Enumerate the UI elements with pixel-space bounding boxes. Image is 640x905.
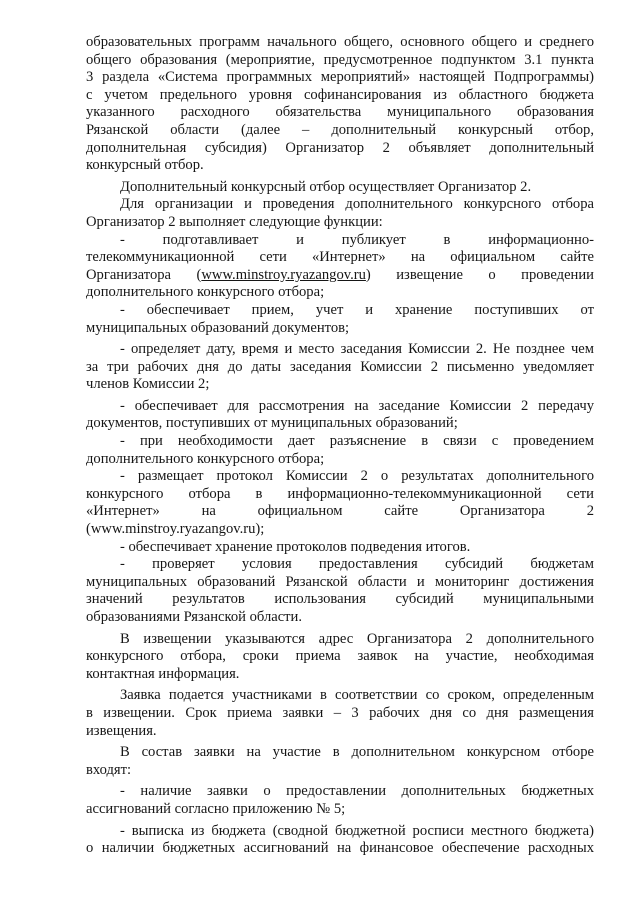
bullet-meeting-date — [86, 341, 594, 394]
text-line: Заявка подается участниками в соответствии со сроком, определенным — [120, 687, 594, 704]
text-line: муниципальных образований Рязанской области и мониторинг достижения — [86, 573, 594, 590]
text-line: дополнительного конкурсного отбора; — [86, 450, 325, 467]
text-line: в извещении. Срок приема заявки – 3 рабочих дня со дня размещения — [86, 704, 594, 721]
text-line: - обеспечивает для рассмотрения на заседание Комиссии 2 передачу — [120, 397, 594, 414]
text-line: указанного расходного обязательства муниципального образования — [86, 104, 594, 121]
text-line: 3 раздела «Система программных мероприятий» настоящей Подпрограммы) — [86, 69, 594, 86]
text-line: «Интернет» на официальном сайте Организатора 2 — [86, 503, 594, 520]
text-line: о наличии бюджетных ассигнований на финансовое обеспечение расходных — [86, 840, 594, 857]
text-line: В состав заявки на участие в дополнительном конкурсном отборе — [120, 744, 594, 761]
bullet-publish-protocol — [86, 468, 594, 538]
text-line-with-link — [86, 267, 594, 285]
paragraph-application-deadline — [86, 687, 594, 740]
text-line: ассигнований согласно приложению № 5; — [86, 800, 346, 817]
text-line: конкурсного отбора, сроки приема заявок на участие, необходимая — [86, 648, 594, 665]
text-line: телекоммуникационной сети «Интернет» на официальном сайте — [86, 249, 594, 266]
text-line: Для организации и проведения дополнительного конкурсного отбора — [120, 196, 594, 213]
text-line: - проверяет условия предоставления субсидий бюджетам — [120, 556, 594, 573]
text-line: контактная информация. — [86, 665, 240, 682]
text-line: - наличие заявки о предоставлении дополнительных бюджетных — [120, 783, 594, 800]
text-line: Организатор 2 выполняет следующие функции: — [86, 213, 383, 230]
text-line: (www.minstroy.ryazangov.ru); — [86, 521, 265, 538]
paragraph-notice-contents — [86, 631, 594, 684]
text-line: образованиями Рязанской области. — [86, 609, 303, 625]
text-line: Рязанской области (далее – дополнительный конкурсный отбор, — [86, 121, 594, 138]
bullet-application-request — [86, 783, 594, 818]
text-line: общего образования (мероприятие, предусмотренное подпунктом 3.1 пункта — [86, 51, 594, 68]
text-line: значений результатов использования субсидий муниципальными — [86, 591, 594, 608]
text-line: конкурсного отбора в информационно-телекоммуникационной сети — [86, 485, 594, 502]
text-line: документов, поступивших от муниципальных образований; — [86, 415, 458, 432]
text-line: Дополнительный конкурсный отбор осуществляет Организатор 2. — [120, 178, 532, 195]
bullet-clarification — [86, 433, 594, 468]
paragraph-functions-intro — [86, 196, 594, 231]
text-line: образовательных программ начального общего, основного общего и среднего — [86, 34, 594, 50]
bullet-publish-notice — [86, 232, 594, 302]
text-line: - обеспечивает хранение протоколов подведения итогов. — [120, 538, 471, 555]
paragraph-organizer — [86, 179, 594, 197]
text-line: с учетом предельного уровня софинансирования из областного бюджета — [86, 86, 594, 103]
text-line: членов Комиссии 2; — [86, 376, 210, 393]
text-line: - выписка из бюджета (сводной бюджетной росписи местного бюджета) — [120, 822, 594, 839]
text-line: - размещает протокол Комиссии 2 о результатах дополнительного — [120, 468, 594, 485]
text-line: дополнительного конкурсного отбора; — [86, 284, 325, 301]
bullet-receive-documents — [86, 302, 594, 337]
website-link[interactable]: www.minstroy.ryazangov.ru — [201, 266, 366, 283]
bullet-check-conditions — [86, 556, 594, 626]
text-line: - при необходимости дает разъяснение в связи с проведением — [120, 433, 594, 450]
link-prefix: Организатора ( — [86, 266, 202, 283]
text-line: извещения. — [86, 722, 157, 739]
text-line: дополнительная субсидия) Организатор 2 объявляет дополнительный — [86, 139, 594, 156]
paragraph-continuation — [86, 34, 594, 175]
paragraph-application-contents — [86, 744, 594, 779]
text-line: входят: — [86, 761, 132, 778]
text-line: за три рабочих дня до даты заседания Комиссии 2 письменно уведомляет — [86, 358, 594, 375]
text-line: конкурсный отбор. — [86, 157, 204, 174]
text-line: - подготавливает и публикует в информационно- — [120, 231, 594, 248]
bullet-budget-extract — [86, 823, 594, 858]
text-line: муниципальных образований документов; — [86, 319, 350, 336]
bullet-transfer-documents — [86, 398, 594, 433]
link-suffix: ) извещение о проведении — [365, 266, 594, 283]
text-line: В извещении указываются адрес Организатора 2 дополнительного — [120, 630, 594, 647]
text-line: - определяет дату, время и место заседания Комиссии 2. Не позднее чем — [120, 341, 594, 358]
bullet-store-protocols — [86, 539, 594, 557]
text-line: - обеспечивает прием, учет и хранение поступивших от — [120, 301, 594, 318]
